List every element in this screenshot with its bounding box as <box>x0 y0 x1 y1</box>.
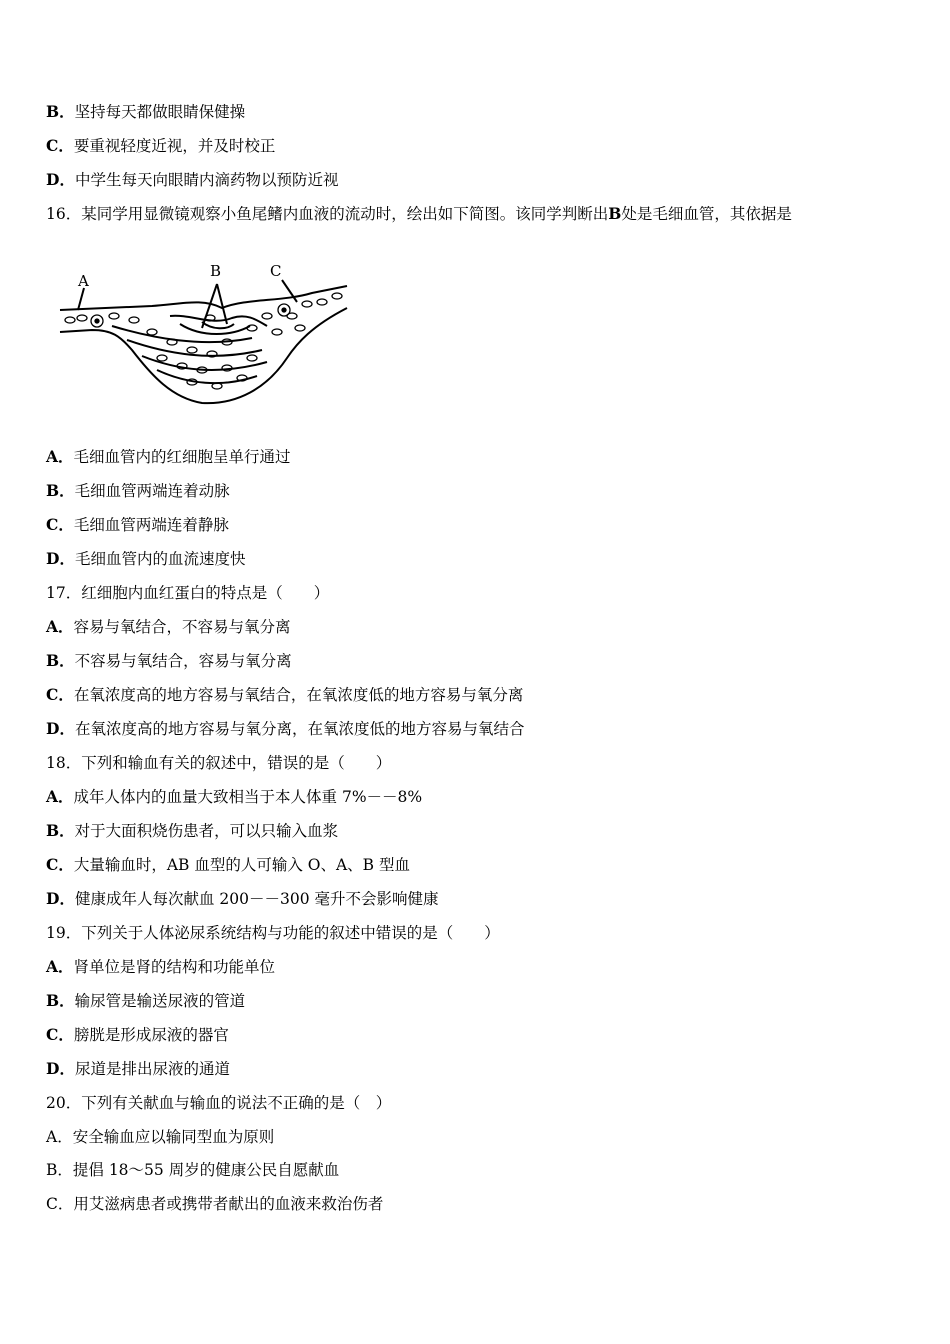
q19-stem: 19．下列关于人体泌尿系统结构与功能的叙述中错误的是（ ） <box>46 924 500 942</box>
q18-stem: 18．下列和输血有关的叙述中，错误的是（ ） <box>46 754 392 772</box>
q19-option-a: A．肾单位是肾的结构和功能单位 <box>46 957 276 976</box>
q16-stem: 16．某同学用显微镜观察小鱼尾鳍内血液的流动时，绘出如下简图。该同学判断出B处是毛细血管，其依据是 <box>46 204 792 223</box>
q20-option-c: C．用艾滋病患者或携带者献出的血液来救治伤者 <box>46 1195 384 1213</box>
q17-option-d: D．在氧浓度高的地方容易与氧分离，在氧浓度低的地方容易与氧结合 <box>46 719 525 738</box>
q17-option-b: B．不容易与氧结合，容易与氧分离 <box>46 651 292 670</box>
q15-option-b: B．坚持每天都做眼睛保健操 <box>46 102 246 121</box>
q16-option-c: C．毛细血管两端连着静脉 <box>46 515 229 534</box>
q20-option-b: B．提倡 18～55 周岁的健康公民自愿献血 <box>46 1161 340 1179</box>
q18-option-c: C．大量输血时，AB 血型的人可输入 O、A、B 型血 <box>46 855 411 874</box>
q18-option-a: A．成年人体内的血量大致相当于本人体重 7%－－8% <box>46 787 423 806</box>
q17-option-a: A．容易与氧结合，不容易与氧分离 <box>46 617 291 636</box>
q20-option-a: A．安全输血应以输同型血为原则 <box>46 1128 275 1146</box>
q19-option-d: D．尿道是排出尿液的通道 <box>46 1059 230 1078</box>
label-c: C <box>270 262 282 280</box>
q16-option-b: B．毛细血管两端连着动脉 <box>46 481 230 500</box>
q18-option-b: B．对于大面积烧伤患者，可以只输入血浆 <box>46 821 339 840</box>
blood-vessel-diagram <box>52 258 352 418</box>
q17-option-c: C．在氧浓度高的地方容易与氧结合，在氧浓度低的地方容易与氧分离 <box>46 685 524 704</box>
q15-option-d: D．中学生每天向眼睛内滴药物以预防近视 <box>46 170 339 189</box>
label-a: A <box>78 272 89 290</box>
q20-stem: 20．下列有关献血与输血的说法不正确的是（ ） <box>46 1094 392 1112</box>
q16-option-a: A．毛细血管内的红细胞呈单行通过 <box>46 447 291 466</box>
label-b: B <box>210 262 222 280</box>
q18-option-d: D．健康成年人每次献血 200－－300 毫升不会影响健康 <box>46 889 439 908</box>
q19-option-c: C．膀胱是形成尿液的器官 <box>46 1025 229 1044</box>
q19-option-b: B．输尿管是输送尿液的管道 <box>46 991 246 1010</box>
q15-option-c: C．要重视轻度近视，并及时校正 <box>46 136 276 155</box>
q16-option-d: D．毛细血管内的血流速度快 <box>46 549 246 568</box>
q17-stem: 17．红细胞内血红蛋白的特点是（ ） <box>46 584 330 602</box>
